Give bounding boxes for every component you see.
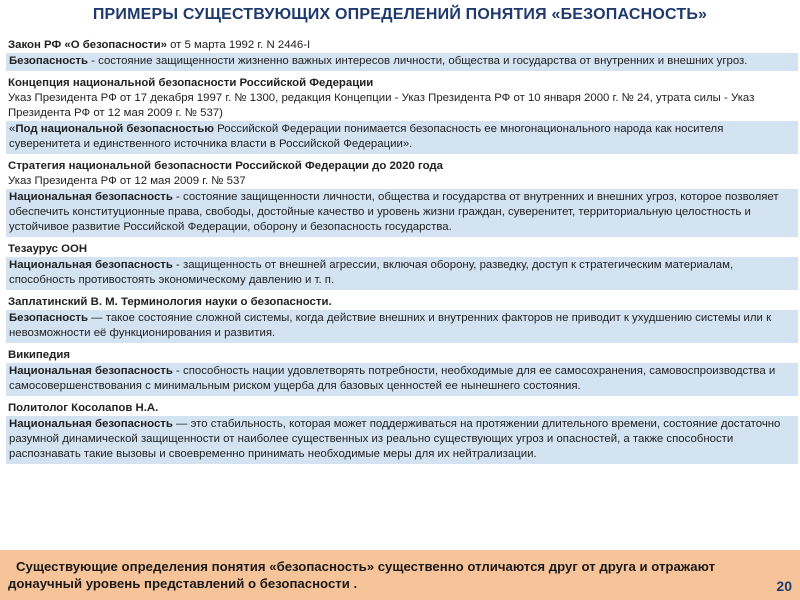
quote-mark: « — [9, 123, 16, 135]
term: Безопасность — [9, 55, 89, 67]
definition-box — [6, 189, 798, 238]
definition-text: Российской Федерации понимается безопасность ее многонационального народа как носителя суверенитета и единственного источника власти в Российской Федерации». — [9, 123, 724, 150]
heading-source: Указ Президента РФ от 17 декабря 1997 г. № 1300, редакция Концепции - Указ Президента РФ от 10 января 2000 г. № 24, утрата силы - Указ Президента РФ от 12 мая 2009 г. № 537) — [8, 92, 755, 119]
conclusion-banner — [0, 550, 800, 600]
definitions-list — [6, 38, 798, 469]
term: Национальная безопасность — [9, 418, 173, 430]
heading-bold: Закон РФ «О безопасности» — [8, 39, 167, 51]
section-heading — [6, 401, 798, 416]
section-zaplatinsky — [6, 295, 798, 344]
definition-text: - способность нации удовлетворять потребности, необходимые для ее самосохранения, самовоспроизводства и самосовершенствования с минимальным риском ущерба для базовых ценностей ее нынешнего состояния. — [9, 365, 776, 392]
heading-bold: Википедия — [8, 349, 71, 361]
section-heading — [6, 76, 798, 121]
heading-bold: Стратегия национальной безопасности Российской Федерации до 2020 года — [8, 160, 443, 172]
section-heading — [6, 295, 798, 310]
definition-text: - защищенность от внешней агрессии, включая оборону, разведку, доступ к стратегическим материалам, способность противостоять экономическому давлению и т. п. — [9, 259, 734, 286]
conclusion-text: Существующие определения понятия «безопасность» существенно отличаются друг от друга и отражают донаучный уровень представлений о безопасности . — [8, 559, 716, 591]
term: Национальная безопасность — [9, 259, 173, 271]
section-strategy — [6, 159, 798, 238]
definition-text: - состояние защищенности личности, общества и государства от внутренних и внешних угроз, которое позволяет обеспечить конституционные права, свободы, достойные качество и уровень жизни граждан, суверенитет, территориальную целостность и устойчивое развитие Российской Федерации, оборону и безопасность государства. — [9, 191, 779, 233]
definition-text: — такое состояние сложной системы, когда действие внешних и внутренних факторов не приводит к ухудшению системы или к невозможности её функционирования и развития. — [9, 312, 772, 339]
section-heading — [6, 159, 798, 189]
heading-rest: от 5 марта 1992 г. N 2446-I — [166, 39, 311, 51]
definition-box — [6, 310, 798, 344]
definition-box — [6, 416, 798, 465]
page-number: 20 — [776, 578, 792, 594]
heading-bold: Концепция национальной безопасности Российской Федерации — [8, 77, 374, 89]
term: Под национальной безопасностью — [15, 123, 214, 135]
heading-bold: Тезаурус ООН — [8, 243, 88, 255]
definition-text: — это стабильность, которая может поддерживаться на протяжении длительного времени, состояние достаточно разумной динамической защищенности от наиболее существенных из реально существующих угроз и опасностей, а также способности распознавать такие вызовы и своевременно принимать необходимые меры для их нейтрализации. — [9, 418, 781, 460]
section-un-thesaurus — [6, 242, 798, 291]
heading-bold: Заплатинский В. М. Терминология науки о безопасности. — [8, 296, 332, 308]
term: Национальная безопасность — [9, 191, 173, 203]
section-heading — [6, 348, 798, 363]
heading-source: Указ Президента РФ от 12 мая 2009 г. № 537 — [8, 175, 246, 187]
section-wikipedia — [6, 348, 798, 397]
section-heading — [6, 242, 798, 257]
definition-box — [6, 257, 798, 291]
heading-bold: Политолог Косолапов Н.А. — [8, 402, 159, 414]
section-kosolapov — [6, 401, 798, 465]
slide-title: ПРИМЕРЫ СУЩЕСТВУЮЩИХ ОПРЕДЕЛЕНИЙ ПОНЯТИЯ «БЕЗОПАСНОСТЬ» — [92, 6, 708, 23]
definition-box — [6, 53, 798, 72]
term: Безопасность — [9, 312, 89, 324]
section-concept — [6, 76, 798, 155]
term: Национальная безопасность — [9, 365, 173, 377]
definition-box — [6, 363, 798, 397]
section-law — [6, 38, 798, 72]
definition-box — [6, 121, 798, 155]
section-heading — [6, 38, 798, 53]
definition-text: - состояние защищенности жизненно важных интересов личности, общества и государства от внутренних и внешних угроз. — [88, 55, 748, 67]
